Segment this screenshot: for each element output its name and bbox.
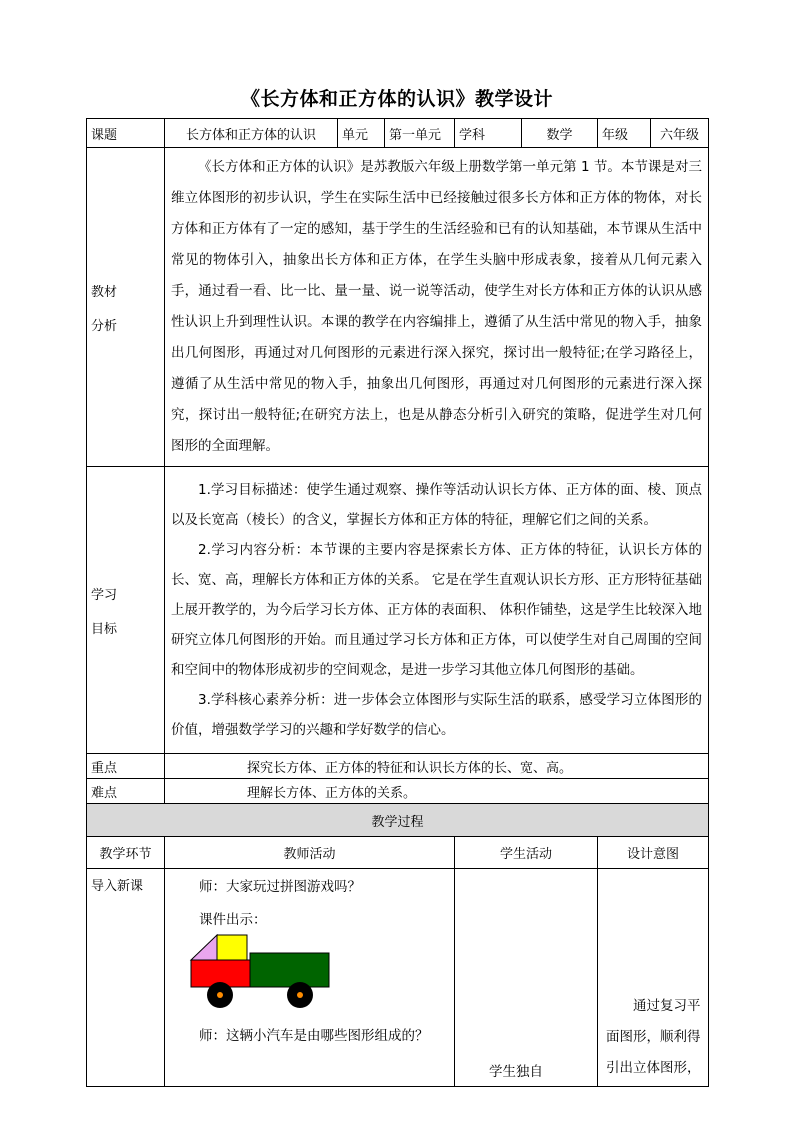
intent-text: 通过复习平面图形，顺利得引出立体图形， — [606, 998, 701, 1076]
goals-row — [87, 467, 709, 754]
key-point-text: 探究长方体、正方体的特征和认识长方体的长、宽、高。 — [165, 754, 709, 779]
process-columns-row — [87, 837, 709, 869]
analysis-cell — [165, 148, 709, 467]
col-teacher: 教师活动 — [165, 837, 455, 869]
truck-figure — [187, 934, 332, 1014]
topic-value: 长方体和正方体的认识 — [165, 119, 338, 148]
difficulty-label: 难点 — [87, 779, 165, 804]
truck-cargo — [250, 953, 329, 987]
difficulty-text: 理解长方体、正方体的关系。 — [165, 779, 709, 804]
goal-3: 3.学科核心素养分析：进一步体会立体图形与实际生活的联系，感受学习立体图形的价值，增强数学学习的兴趣和学好数学的信心。 — [171, 692, 702, 738]
analysis-row — [87, 148, 709, 467]
teacher-line-2: 课件出示： — [199, 912, 267, 928]
col-stage: 教学环节 — [87, 837, 165, 869]
analysis-label: 教材 分析 — [87, 148, 165, 467]
difficulty-row — [87, 779, 709, 804]
analysis-text: 《长方体和正方体的认识》是苏教版六年级上册数学第一单元第 1 节。本节课是对三维立体图形的初步认识，学生在实际生活中已经接触过很多长方体和正方体的物体，对长方体和正方体有了一定的感知，基于学生的生活经验和已有的认知基础，本节课从生活中常见的物体引入，抽象出长方体和正方体，在学生头脑中形成表象，接着从几何元素入手，通过看一看、比一比、量一量、说一说等活动，使学生对长方体和正方体的认识从感性认识上升到理性认识。本课的教学在内容编排上，遵循了从生活中常见的物入手，抽象出几何图形，再通过对几何图形的元素进行深入探究，探讨出一般特征;在学习路径上，遵循了从生活中常见的物入手，抽象出几何图形，再通过对几何图形的元素进行深入探究，探讨出一般特征;在研究方法上，也是从静态分析引入研究的策略，促进学生对几何图形的全面理解。 — [171, 159, 702, 454]
truck-triangle — [191, 935, 217, 960]
unit-label: 单元 — [338, 119, 385, 148]
grade-label: 年级 — [598, 119, 651, 148]
goal-1: 1.学习目标描述：使学生通过观察、操作等活动认识长方体、正方体的面、棱、顶点以及长宽高（棱长）的含义，掌握长方体和正方体的特征，理解它们之间的关系。 — [171, 482, 702, 528]
key-point-label: 重点 — [87, 754, 165, 779]
header-row — [87, 119, 709, 148]
truck-square — [217, 935, 247, 960]
process-header: 教学过程 — [87, 804, 709, 837]
subject-value: 数学 — [522, 119, 598, 148]
teacher-cell — [165, 869, 455, 1087]
student-cell — [455, 869, 598, 1087]
teacher-line-3: 师：这辆小汽车是由哪些图形组成的？ — [199, 1028, 429, 1044]
goals-cell — [165, 467, 709, 754]
student-text: 学生独自 — [489, 1064, 543, 1080]
process-header-row — [87, 804, 709, 837]
intro-row — [87, 869, 709, 1087]
goals-label: 学习 目标 — [87, 467, 165, 754]
stage-cell: 导入新课 — [87, 869, 165, 1087]
key-point-row — [87, 754, 709, 779]
teacher-line-1: 师：大家玩过拼图游戏吗？ — [199, 879, 361, 895]
topic-label: 课题 — [87, 119, 165, 148]
col-student: 学生活动 — [455, 837, 598, 869]
lesson-plan-table — [86, 118, 709, 1087]
subject-label: 学科 — [455, 119, 522, 148]
col-intent: 设计意图 — [598, 837, 709, 869]
rear-hub — [297, 992, 303, 998]
front-hub — [217, 992, 223, 998]
intent-cell — [598, 869, 709, 1087]
document-title: 《长方体和正方体的认识》教学设计 — [240, 88, 553, 110]
grade-value: 六年级 — [651, 119, 709, 148]
goal-2: 2.学习内容分析：本节课的主要内容是探索长方体、正方体的特征，认识长方体的长、宽、高，理解长方体和正方体的关系。 它是在学生直观认识长方形、正方形特征基础上展开教学的，为今后学习长方体、正方体的表面积、 体积作铺垫，这是学生比较深入地研究立体几何图形的开始。而且通过学习长方体和正方体，可以使学生对自己周围的空间和空间中的物体形成初步的空间观念，是进一步学习其他立体几何图形的基础。 — [171, 542, 702, 678]
unit-value: 第一单元 — [385, 119, 455, 148]
